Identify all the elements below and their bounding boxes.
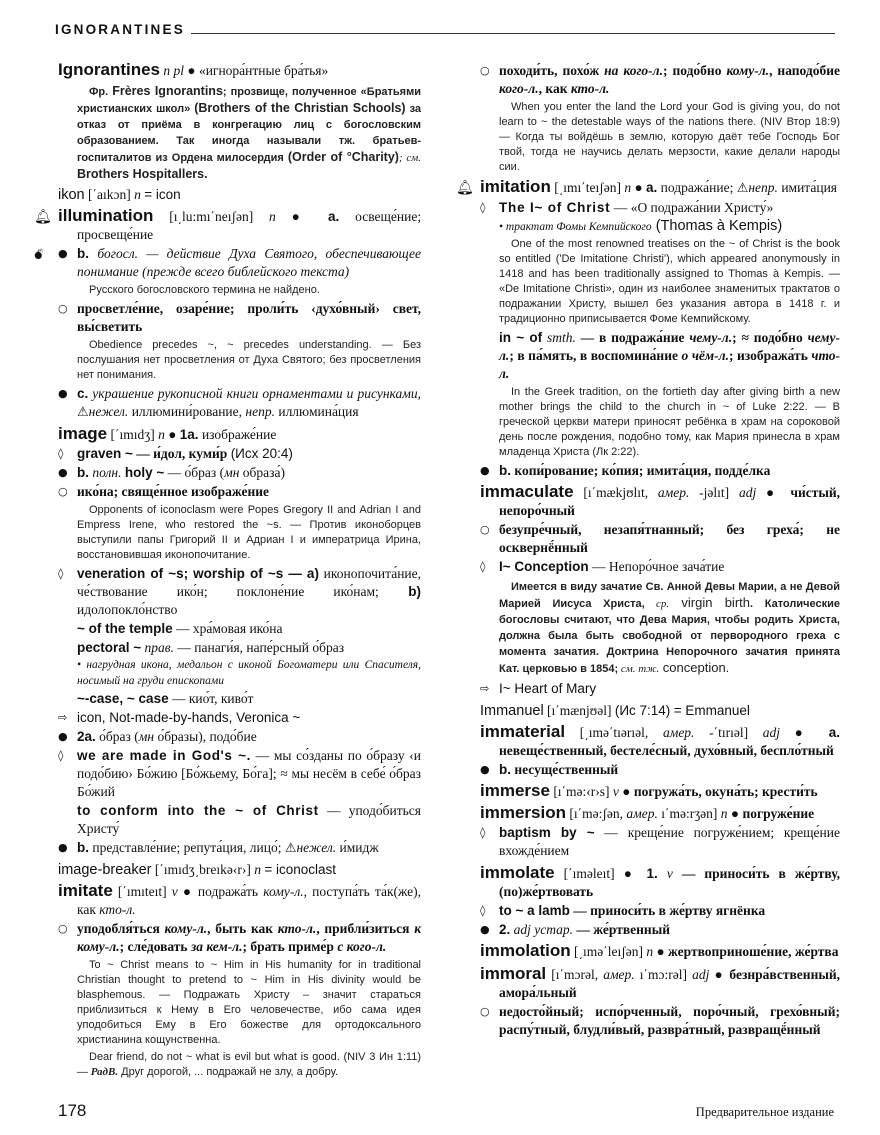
part-of-speech: n pl — [163, 63, 185, 78]
right-column — [456, 61, 841, 1042]
translation: иллюмини́рование, — [131, 404, 243, 419]
bell-icon: 🔔︎ — [456, 180, 474, 196]
phrase-text: The I~ of Christ — [499, 200, 611, 215]
phrase-text: veneration of ~s; worship of ~s — a) — [77, 566, 319, 581]
example: Obedience precedes ~, ~ precedes understanding. — Без послушания нет просветления от Духа Святого; без просветления нет понимания. — [77, 339, 421, 381]
headword: immaculate — [480, 482, 574, 501]
example: In the Greek tradition, on the fortieth day after giving birth a new mother brings the child to the church in ~ of Luke 2:22. — В греческой церкви матери приносят ребёнка в храм на сороковой день после рождения, подобно тому, как Мария принесла в храм младенца Христа (Лк 2:22). — [499, 386, 840, 458]
headword: immolation — [480, 941, 571, 960]
phrase — [58, 445, 421, 463]
cross-reference[interactable]: = iconoclast — [264, 862, 336, 877]
phrase-text: pectoral ~ — [77, 640, 142, 655]
bullet: ● — [623, 866, 638, 881]
grammar-label: кого-л. — [499, 81, 539, 96]
diamond-marker-icon: ◊ — [480, 826, 486, 839]
columns — [0, 61, 880, 1083]
bullet: ● — [634, 180, 643, 195]
sense-label: 1. — [646, 866, 658, 881]
pronunciation: [͵ımə΄leıʃən] — [574, 944, 644, 959]
subsense — [480, 1003, 840, 1039]
part-of-speech: v — [171, 884, 178, 899]
note-text: ; прозвище, полученное «Братьями христианских школ» — [77, 86, 421, 115]
translation: ; изобража́ть — [728, 348, 808, 363]
pronunciation: [΄ımıteıt] — [117, 884, 167, 899]
translation: — кио́т, киво́т — [168, 691, 254, 706]
translation: погруже́ние — [742, 806, 815, 821]
english-name: (Thomas à Kempis) — [651, 218, 783, 234]
bullet: ● — [58, 730, 68, 743]
entry-imitate — [58, 882, 421, 1080]
entry-immolate — [480, 864, 840, 939]
translation: подража́ние; — [660, 180, 734, 195]
source-label: — РадВ. — [77, 1066, 119, 1078]
pronunciation: -΄tırıəl] — [694, 725, 749, 740]
headword: image — [58, 424, 108, 443]
phrase — [480, 824, 840, 860]
pronunciation: [͵ımı΄teıʃən] — [554, 180, 621, 195]
entry-immersion — [480, 804, 840, 860]
usage-label: непр. — [748, 180, 778, 195]
grammar-label: за кем-л. — [190, 939, 243, 954]
pronunciation: [΄ıməleıt] — [563, 866, 615, 881]
translation: о́бразы), подо́бие — [154, 729, 257, 744]
see-also — [480, 680, 840, 698]
pronunciation: [ı΄mænjʊəl] — [547, 703, 612, 718]
bullet: ● — [58, 247, 68, 260]
translation: ; ≈ подо́бно — [732, 330, 803, 345]
pronunciation: [΄ımıdʒ] — [110, 427, 155, 442]
bullet: ● — [291, 209, 313, 224]
grammar-label: кому-л. — [726, 63, 770, 78]
sense-label: b. — [499, 762, 511, 777]
arrow-right-icon: ⇨ — [480, 682, 490, 695]
usage-label: ср. — [644, 598, 670, 610]
translation: — о́браз ( — [167, 465, 225, 480]
entry-immolation — [480, 942, 840, 961]
example-text: Dear friend, do not ~ what is evil but what is good. (NIV 3 Ин 1:11) — [89, 1051, 421, 1063]
part-of-speech: n — [269, 209, 276, 224]
headword: image-breaker — [58, 862, 152, 878]
part-of-speech: n — [720, 806, 728, 821]
warning-icon: ⚠ — [77, 405, 89, 420]
cross-reference[interactable]: virgin birth — [669, 595, 750, 610]
translation: — креще́ние погруже́нием; креще́ние вхожде́нием — [499, 825, 840, 858]
sense-label: 1a. — [179, 427, 199, 442]
page-footer — [58, 1101, 834, 1121]
edition-label: Предварительное издание — [695, 1105, 834, 1119]
bullet: ● — [187, 63, 196, 78]
running-head — [55, 22, 835, 37]
sense-label: b. — [77, 465, 89, 480]
note-text: Имеется в виду зачатие Св. Анной Девы Марии, а не Девой Марией Иисуса Христа, — [499, 581, 840, 610]
phrase-text: holy ~ — [124, 465, 165, 480]
example-translation: Друг дорогой, ... подражай не злу, а добру. — [118, 1066, 339, 1078]
bomb-icon: 💣︎ — [34, 247, 44, 263]
sense-b — [34, 245, 422, 281]
example: When you enter the land the Lord your God is giving you, do not learn to ~ the detestable ways of the nations there. (NIV Втор 18:9) — Когда ты войдёшь в землю, которую даёт тебе Господь Бог твой, тогда не научись делать мерзости, какие делали народы сии. — [499, 101, 840, 173]
translation: жертвоприноше́ние, же́ртва — [668, 944, 839, 959]
bullet: ● — [480, 763, 490, 776]
translation: ; в па́мять, в воспомина́ние — [509, 348, 678, 363]
translation: представле́ние; репута́ция, лицо́; — [92, 840, 282, 855]
grammar-label: о чём-л. — [681, 348, 729, 363]
note: Русского богословского термина не найдено. — [89, 284, 320, 296]
headword: Ignorantines — [58, 60, 161, 79]
translation: безнра́вственный, амора́льный — [499, 967, 841, 1000]
translation: чи́стый, непоро́чный — [499, 485, 841, 518]
entry-immaculate — [480, 483, 840, 698]
sense-2a — [58, 728, 421, 746]
usage-label: см. тж. — [618, 663, 660, 675]
translation: изображе́ние — [201, 427, 277, 442]
example: To ~ Christ means to ~ Him in His humanity for in traditional Christian thought to pretend to ~ Him in His divinity would be blasphemous. — Подражать Христу – значит стараться приблизиться к Нему в Его человечестве, ибо сама идея уподобиться Ему в Его божестве для ортодоксального христианина кощунственна. — [77, 959, 421, 1046]
grammar-label: чему-л. — [499, 330, 841, 363]
note-cross-reference[interactable]: Brothers Hospitallers. — [77, 167, 208, 181]
note-term: (Order of °Charity) — [287, 150, 399, 164]
pronunciation: [΄ımıdʒ͵breıkə‹r›] — [154, 862, 251, 877]
warning-icon: ⚠ — [284, 841, 297, 856]
part-of-speech: n — [254, 862, 261, 877]
translation: «игнора́нтные бра́тья» — [198, 63, 329, 78]
pronunciation: -jəlıt] — [689, 485, 730, 500]
sense-b — [480, 462, 840, 480]
grammar-label: кто-л. — [99, 902, 136, 917]
page-number: 178 — [58, 1101, 87, 1120]
headword: immolate — [480, 863, 555, 882]
pronunciation: [ı΄mɔrəl, — [551, 967, 599, 982]
sense-label: b. — [77, 246, 89, 261]
diamond-marker-icon: ◊ — [58, 447, 64, 460]
bullet: ● — [730, 806, 740, 821]
cross-reference[interactable]: = Emmanuel — [673, 703, 750, 718]
entry-ikon — [58, 186, 421, 204]
sense-b — [480, 761, 840, 779]
bullet: ● — [714, 967, 725, 982]
subsense — [480, 62, 840, 98]
phrase-text: to ~ a lamb — [499, 903, 570, 918]
sense-b — [58, 464, 421, 482]
part-of-speech: n — [158, 427, 165, 442]
grammar-label: чему-л. — [689, 330, 733, 345]
circle-marker-icon: ○ — [480, 523, 490, 536]
bullet: ● — [182, 884, 193, 899]
bullet: ● — [168, 427, 177, 442]
translation: , наподо́бие — [769, 63, 841, 78]
diamond-marker-icon: ◊ — [480, 201, 486, 214]
translation: , поступа́ть та́к(же), как — [77, 884, 422, 917]
sense-label: 2. — [499, 922, 511, 937]
bullet: ● — [480, 923, 490, 936]
sense-label: 2a. — [77, 729, 96, 744]
headword: immaterial — [480, 722, 566, 741]
translation: имита́ция — [777, 180, 838, 195]
sense-label: b. — [77, 840, 89, 855]
bullet: ● — [58, 841, 68, 854]
note-term: Frères Ignorantins — [112, 84, 223, 98]
sense-label: a. — [328, 209, 340, 224]
cross-reference[interactable]: I~ Heart of Mary — [499, 681, 597, 696]
subsense — [58, 483, 421, 501]
grammar-label: на кого-л. — [604, 63, 663, 78]
translation: и́мидж — [336, 840, 379, 855]
pronunciation: [΄aıkɔn] — [87, 187, 131, 202]
translation: несуще́ственный — [514, 762, 619, 777]
translation: просветле́ние, озаре́ние; проли́ть ‹духо́вный› свет, вы́светить — [77, 301, 421, 334]
entry-illumination — [34, 206, 422, 422]
phrase-text: we are made in God's ~. — [77, 748, 251, 763]
translation: — хра́мовая ико́на — [172, 621, 283, 636]
headword: immersion — [480, 803, 566, 822]
cross-reference[interactable]: = icon — [144, 187, 181, 202]
entry-imitate-continued — [480, 62, 840, 175]
running-head-word: IGNORANTINES — [55, 22, 185, 37]
phrase-text: in ~ of — [499, 330, 543, 345]
translation: , прибли́зиться — [316, 921, 410, 936]
translation: — в подража́ние — [575, 330, 685, 345]
region-label: амер. — [626, 806, 658, 821]
bullet: ● — [58, 387, 68, 400]
translation: образа́) — [239, 465, 285, 480]
entry-image-breaker — [58, 861, 421, 879]
pronunciation: [͵ımə΄tıərıəl, — [579, 725, 649, 740]
translation: , как — [538, 81, 568, 96]
phrase — [58, 690, 421, 708]
phrase-text: ~ of the temple — [77, 621, 173, 636]
phrase-text: baptism by ~ — [499, 825, 595, 840]
phrase — [58, 565, 421, 619]
part-of-speech: adj устар. — [513, 922, 574, 937]
translation: — и́дол, куми́р — [136, 446, 228, 461]
bullet: ● — [765, 485, 781, 500]
headword: imitate — [58, 881, 113, 900]
note — [480, 579, 840, 677]
entry-ignorantines — [58, 61, 421, 183]
grammar-label: кому-л. — [263, 884, 304, 899]
grammar-label: кто-л. — [277, 921, 317, 936]
translation: — панаги́я, напе́рсный о́браз — [174, 640, 345, 655]
subsense — [58, 920, 421, 956]
translation: погружа́ть, окуна́ть; крести́ть — [633, 784, 818, 799]
usage-label: нежел. — [296, 840, 337, 855]
translation: — Непоро́чное зача́тие — [588, 559, 725, 574]
phrase — [58, 747, 421, 801]
definition: украшение рукописной книги орнаментами и рисунками, — [92, 386, 422, 401]
warning-icon: ⚠ — [736, 181, 749, 196]
headword: imitation — [480, 177, 551, 196]
diamond-marker-icon: ◊ — [480, 560, 486, 573]
subsense — [480, 521, 840, 557]
translation: иллюмина́ция — [278, 404, 359, 419]
sense-2b — [58, 839, 421, 858]
translation: — же́ртвенный — [573, 922, 671, 937]
note-text: . Католические богословы считают, что Дева Мария, чтобы родить Христа, должна была быть свободной от первородного греха с момента зачатия. Доктрина Непорочного зачатия принята Кат. церковью в 1854; — [499, 598, 840, 675]
entry-imitation — [456, 177, 841, 480]
pronunciation: ı΄mɔ:rəl] — [634, 967, 687, 982]
headword: Immanuel — [480, 703, 544, 719]
translation: подража́ть — [197, 884, 259, 899]
circle-marker-icon: ○ — [58, 485, 68, 498]
grammar-label: что-л. — [499, 348, 841, 381]
bullet: ● — [656, 944, 665, 959]
domain-label: прав. — [144, 640, 175, 655]
headword: illumination — [58, 206, 154, 225]
phrase — [58, 620, 421, 638]
sense-c — [58, 385, 421, 422]
running-head-rule — [191, 33, 835, 34]
grammar-label: к кому-л. — [77, 921, 422, 954]
grammar-label: smth. — [546, 330, 576, 345]
part-of-speech: n — [134, 187, 141, 202]
example: Opponents of iconoclasm were Popes Gregory II and Adrian I and Empress Irene, who restored the ~s. — Против иконоборцев выступили папы Григорий II и Адриан I и императрица Ирина, восстановившая иконопочитание. — [77, 504, 421, 561]
part-of-speech: v — [612, 784, 619, 799]
phrase — [58, 639, 421, 689]
see-also — [58, 709, 421, 727]
phrase-text: ~-case, ~ case — [77, 691, 169, 706]
subsense — [58, 300, 421, 336]
translation: , быть как — [207, 921, 274, 936]
entry-note — [58, 83, 421, 183]
circle-marker-icon: ○ — [58, 922, 68, 935]
sense-2 — [480, 921, 840, 939]
sense-label: a. — [645, 180, 658, 195]
entry-immoral — [480, 965, 840, 1039]
grammar-label: мн — [224, 465, 240, 480]
left-column — [34, 60, 422, 1083]
phrase-text: graven ~ — [77, 446, 133, 461]
translation: — уподо́биться Христу́ — [77, 803, 422, 836]
entry-image — [58, 425, 421, 858]
pronunciation: [ı΄mækjʊlıt, — [583, 485, 649, 500]
definition: — действие Духа Святого, обеспечивающее понимание (прежде всего библейского текста) — [77, 246, 422, 279]
circle-marker-icon: ○ — [58, 302, 68, 315]
part-of-speech: v — [666, 866, 673, 881]
translation: недосто́йный; испо́рченный, поро́чный, грехо́вный; распу́тный, блудли́вый, развра́тный, развращё́нный — [499, 1004, 840, 1037]
region-label: амер. — [603, 967, 635, 982]
translation: походи́ть, похо́ж — [499, 63, 600, 78]
translation: — приноси́ть в же́ртву ягнёнка — [569, 903, 766, 918]
translation: ; подо́бно — [662, 63, 722, 78]
translation: — «О подража́нии Христу́» — [610, 200, 774, 215]
bullet: ● — [622, 784, 631, 799]
translation: ; брать приме́р — [242, 939, 334, 954]
grammar-label: кто-л. — [570, 81, 610, 96]
diamond-marker-icon: ◊ — [58, 749, 64, 762]
entry-immanuel — [480, 702, 840, 720]
note-term: (Brothers of the Christian Schools) — [194, 101, 406, 115]
pronunciation: [ı΄mə:‹r›s] — [553, 784, 610, 799]
translation: безупре́чный, незапя́тнанный; без греха́; не осквернё́нный — [499, 522, 840, 555]
headword: immerse — [480, 781, 550, 800]
bible-reference: (Исх 20:4) — [230, 446, 293, 461]
translation: о́браз ( — [99, 729, 139, 744]
part-of-speech: n — [624, 180, 632, 195]
pronunciation: [ı΄mə:ʃən, — [569, 806, 623, 821]
note-text: за отказ от приёма в конгрегацию лиц с богословским образованием. Так иногда называли тж. братьев-госпиталитов из Ордена милосердия — [77, 103, 422, 164]
headword: ikon — [58, 187, 85, 203]
bullet: ● — [480, 464, 490, 477]
definition: • трактат Фомы Кемпийского — [499, 221, 652, 233]
phrase — [480, 199, 840, 235]
sense-label: c. — [77, 386, 89, 401]
phrase — [58, 802, 421, 838]
part-of-speech: adj — [738, 485, 757, 500]
pronunciation: [ı͵lu:mı΄neıʃən] — [169, 209, 254, 224]
sense-label: b) — [378, 584, 422, 599]
entry-immerse — [480, 782, 840, 801]
bible-reference: (Ис 7:14) — [614, 703, 671, 718]
pronunciation: ı΄mə:rʒən] — [657, 806, 718, 821]
translation: ; сле́довать — [119, 939, 188, 954]
translation: копи́рование; ко́пия; имита́ция, подде́лка — [514, 463, 771, 478]
bullet: ● — [58, 466, 68, 479]
bell-icon: 🔔︎ — [34, 209, 52, 225]
headword: immoral — [480, 964, 547, 983]
part-of-speech: n — [646, 944, 654, 959]
part-of-speech: adj — [762, 725, 780, 740]
circle-marker-icon: ○ — [480, 64, 490, 77]
circle-marker-icon: ○ — [480, 1005, 490, 1018]
translation: уподобля́ться — [77, 921, 160, 936]
grammar-label: кому-л. — [164, 921, 208, 936]
entry-immaterial — [480, 723, 840, 779]
phrase — [480, 329, 840, 383]
diamond-marker-icon: ◊ — [480, 904, 486, 917]
bullet: ● — [794, 725, 815, 740]
translation: освеще́ние; просвеще́ние — [77, 209, 422, 242]
phrase — [480, 558, 840, 576]
cross-reference[interactable]: icon, Not-made-by-hands, Veronica ~ — [77, 710, 301, 725]
phrase-text: I~ Conception — [499, 559, 589, 574]
cross-reference[interactable]: conception. — [659, 660, 730, 675]
grammar-label: с кого-л. — [337, 939, 387, 954]
phrase-text: to conform into the ~ of Christ — [77, 803, 319, 818]
translation: невеще́ственный, бестеле́сный, духо́вный, беспло́тный — [499, 743, 834, 758]
usage-label: непр. — [245, 404, 275, 419]
translation: — приноси́ть в же́ртву, (по)же́ртвовать — [499, 866, 841, 899]
example — [58, 1050, 421, 1080]
note-text: Фр. — [89, 86, 109, 98]
translation: — мы со́зданы по о́бразу ‹и подо́бию› Бо́жию [Бо́жьему, Бо́га]; ≈ мы несём в себе́ о́браз Бо́жий — [77, 748, 421, 799]
translation: ико́на; свяще́нное изображе́ние — [77, 484, 270, 499]
region-label: амер. — [662, 725, 695, 740]
domain-label: богосл. — [97, 246, 138, 261]
arrow-right-icon: ⇨ — [58, 711, 68, 724]
region-label: амер. — [657, 485, 690, 500]
grammar-label: мн — [138, 729, 155, 744]
usage-label: нежел. — [88, 404, 129, 419]
note-text: ; см. — [398, 152, 421, 164]
part-of-speech: adj — [692, 967, 710, 982]
phrase — [480, 902, 840, 920]
translation: иконопочита́ние, че́ствование ико́н; поклоне́ние ико́нам; — [77, 566, 422, 599]
translation: идолопокло́нство — [77, 602, 178, 617]
domain-label: полн. — [92, 465, 122, 480]
example: One of the most renowned treatises on the ~ of Christ is the book so entitled ('De Imitatione Christi'), which appeared anonymously in 1418 and has been traditionally assigned to Thomas à Kempis. — «De Imitatione Christi», один из наиболее знаменитых трактатов о подражании Христу, вышел без указания автора в 1418 г. и традиционно приписывается Фоме Кемпийскому. — [499, 238, 840, 325]
diamond-marker-icon: ◊ — [58, 567, 64, 580]
sense-label: a. — [828, 725, 841, 740]
definition: • нагрудная икона, медальон с иконой Богоматери или Спасителя, носимый на груди епископами — [77, 659, 421, 687]
sense-label: b. — [499, 463, 511, 478]
